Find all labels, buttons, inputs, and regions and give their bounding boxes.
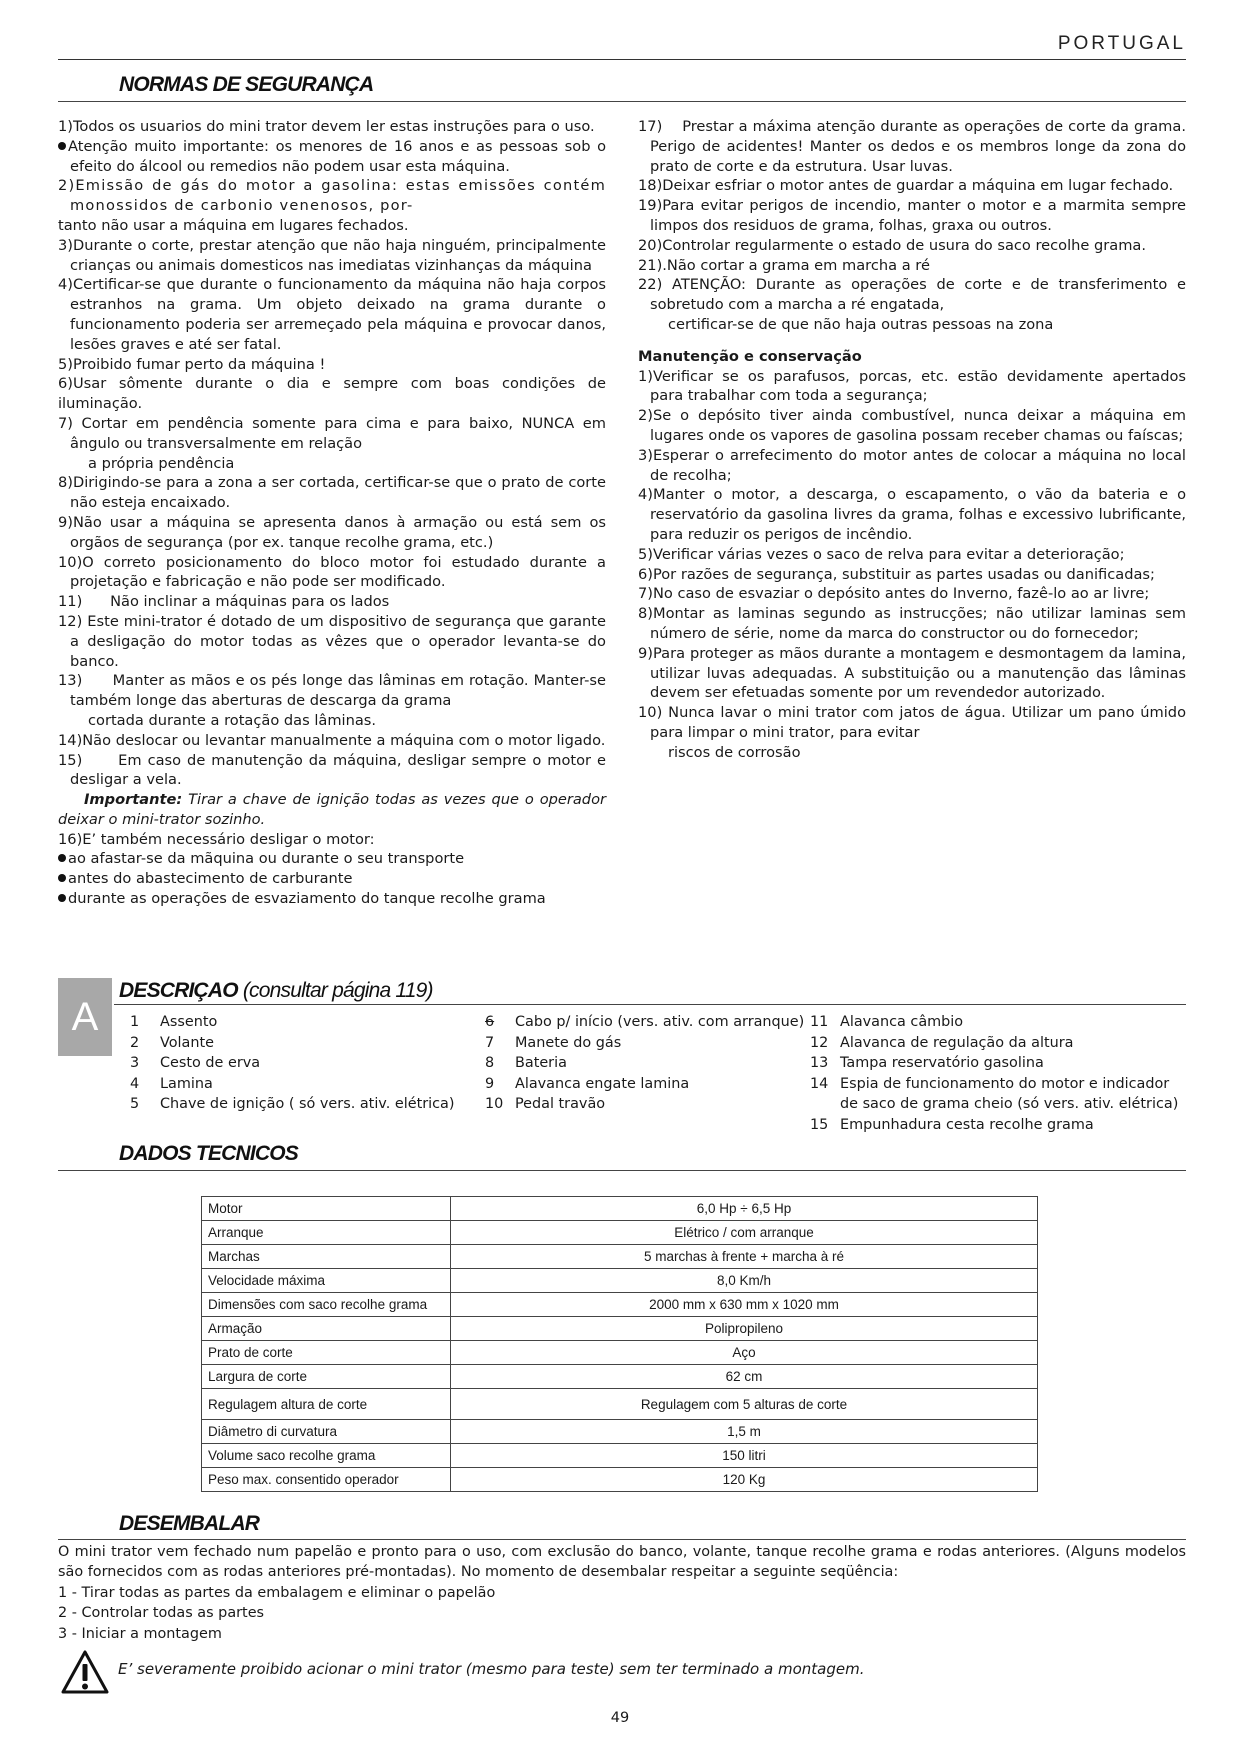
safety-item-13: 13) Manter as mãos e os pés longe das lâminas em rotação. Manter-se também longe das aberturas de descarga da grama [58, 672, 611, 710]
page-number: 49 [610, 1710, 630, 1726]
list-item: 3 Cesto de erva [130, 1055, 261, 1072]
safety-item-attention: Atenção muito importante: os menores de 16 anos e as pessoas sob o efeito do álcool ou remedios não podem usar esta máquina. [58, 137, 606, 177]
safety-item-14: 14)Não deslocar ou levantar manualmente a máquina com o motor ligado. [58, 731, 606, 749]
description-divider [114, 1004, 1186, 1005]
maintenance-item-4: 4)Manter o motor, a descarga, o escapamento, o vão da bateria e o reservatório da gasolina livres da grama, folhas e excessivo lubrificante, para reduzir os perigos de incêndio. [638, 486, 1186, 543]
safety-item-19: 19)Para evitar perigos de incendio, manter o motor e a marmita sempre limpos dos residuos de grama, folhas, graxa ou outros. [638, 197, 1186, 234]
maintenance-item-10: 10) Nunca lavar o mini trator com jatos de água. Utilizar um pano úmido para limpar o mini trator, para evitar [638, 704, 1186, 741]
safety-item-8: 8)Dirigindo-se para a zona a ser cortada, certificar-se que o prato de corte não esteja encaixado. [58, 474, 606, 512]
bullet-icon [58, 894, 66, 902]
bullet-icon [58, 874, 66, 882]
bullet-icon [58, 854, 66, 862]
safety-item-9: 9)Não usar a máquina se apresenta danos à armação ou está sem os orgãos de segurança (por ex. tanque recolhe grama, etc.) [58, 513, 606, 551]
unpack-divider [58, 1539, 1186, 1540]
description-col-3 [810, 1012, 1190, 1136]
safety-divider [58, 101, 1186, 102]
list-item: 12 Alavanca de regulação da altura [810, 1034, 1074, 1051]
maintenance-title: Manutenção e conservação [638, 347, 862, 365]
tech-title: DADOS TECNICOS [119, 1142, 298, 1165]
maintenance-item-10-cont: riscos de corrosão [668, 743, 801, 761]
safety-item-10: 10)O correto posicionamento do bloco motor foi estudado durante a projetação e fabricação e não pode ser modificado. [58, 553, 606, 591]
maintenance-item-5: 5)Verificar várias vezes o saco de relva para evitar a deterioração; [638, 545, 1125, 563]
safety-item-16: 16)E’ também necessário desligar o motor: [58, 830, 375, 848]
maintenance-item-8: 8)Montar as laminas segundo as instrucções; não utilizar laminas sem número de série, nome da marca do constructor ou do fornecedor; [638, 605, 1186, 642]
list-item: 10 Pedal travão [485, 1096, 606, 1113]
safety-item-3: 3)Durante o corte, prestar atenção que não haja ninguém, principalmente crianças ou animais domesticos nas imediatas vizinhanças da máquina [58, 236, 606, 274]
table-row: Diâmetro di curvatura 1,5 m [202, 1420, 1038, 1444]
safety-item-16-a: ao afastar-se da mãquina ou durante o seu transporte [58, 849, 606, 869]
description-col-2 [485, 1012, 805, 1115]
description-title: DESCRIÇAO (consultar página 119) [119, 979, 433, 1002]
unpack-warning: E’ severamente proibido acionar o mini trator (mesmo para teste) sem ter terminado a montagem. [118, 1660, 865, 1678]
safety-item-22-cont: certificar-se de que não haja outras pessoas na zona [668, 315, 1054, 333]
safety-item-21: 21).Não cortar a grama em marcha a ré [638, 256, 930, 274]
table-row: Armação Polipropileno [202, 1317, 1038, 1341]
safety-item-16-c: durante as operações de esvaziamento do tanque recolhe grama [58, 889, 606, 909]
maintenance-item-3: 3)Esperar o arrefecimento do motor antes de colocar a máquina no local de recolha; [638, 446, 1186, 484]
table-row: Velocidade máxima 8,0 Km/h [202, 1269, 1038, 1293]
table-row: Arranque Elétrico / com arranque [202, 1221, 1038, 1245]
tech-divider [58, 1170, 1186, 1171]
safety-item-20: 20)Controlar regularmente o estado de usura do saco recolhe grama. [638, 236, 1147, 254]
description-col-1 [130, 1012, 470, 1115]
safety-item-6: 6)Usar sômente durante o dia e sempre com boas condições de iluminação. [58, 375, 606, 413]
safety-item-12: 12) Este mini-trator é dotado de um dispositivo de segurança que garante a desligação do motor todas as vêzes que o operador levanta-se do banco. [58, 612, 606, 670]
maintenance-item-1: 1)Verificar se os parafusos, porcas, etc. estão devidamente apertados para trabalhar com toda a segurança; [638, 367, 1186, 405]
list-item: 1 - Tirar todas as partes da embalagem e eliminar o papelão [58, 1585, 496, 1601]
list-item: 11 Alavanca câmbio [810, 1014, 964, 1030]
list-item: 8 Bateria [485, 1055, 567, 1072]
maintenance-item-6: 6)Por razões de segurança, substituir as partes usadas ou danificadas; [638, 565, 1155, 583]
safety-item-5: 5)Proibido fumar perto da máquina ! [58, 355, 326, 373]
list-item: 13 Tampa reservatório gasolina [810, 1055, 1044, 1072]
table-row: Marchas 5 marchas à frente + marcha à ré [202, 1245, 1038, 1269]
maintenance-item-7: 7)No caso de esvaziar o depósito antes do Inverno, fazê-lo ao ar livre; [638, 585, 1150, 603]
bullet-icon [58, 142, 66, 150]
maintenance-item-2: 2)Se o depósito tiver ainda combustível, nunca deixar a máquina em lugares onde os vapores de gasolina possam receber chamas ou faíscas; [638, 407, 1186, 444]
unpack-title: DESEMBALAR [119, 1512, 260, 1535]
list-item: 14 Espia de funcionamento do motor e indicador [810, 1075, 1170, 1092]
unpack-intro: O mini trator vem fechado num papelão e pronto para o uso, com exclusão do banco, volante, tanque recolhe grama e rodas anteriores. (Alguns modelos são fornecidos com as rodas anteriores pré-montadas). No momento de desembalar respeitar a seguinte seqüência: [58, 1544, 1186, 1581]
safety-item-13-cont: cortada durante a rotação das lâminas. [88, 711, 377, 729]
safety-item-16-b: antes do abastecimento de carburante [58, 869, 606, 889]
list-item: 4 Lamina [130, 1075, 213, 1092]
table-row: Regulagem altura de corte Regulagem com 5 alturas de corte [202, 1389, 1038, 1420]
safety-item-1: 1)Todos os usuarios do mini trator devem ler estas instruções para o uso. [58, 118, 595, 135]
list-item: 2 Volante [130, 1034, 214, 1051]
safety-item-2: 2)Emissão de gás do motor a gasolina: estas emissões contém monossidos de carbonio venenosos, por- [58, 177, 606, 215]
safety-item-7: 7) Cortar em pendência somente para cima e para baixo, NUNCA em ângulo ou transversalmente em relação [58, 414, 606, 452]
list-item: de saco de grama cheio (só vers. ativ. elétrica) [840, 1096, 1179, 1113]
list-item: 9 Alavanca engate lamina [485, 1075, 690, 1092]
list-item: 15 Empunhadura cesta recolhe grama [810, 1116, 1094, 1133]
tech-table [201, 1196, 1038, 1492]
table-row: Peso max. consentido operador 120 Kg [202, 1468, 1038, 1492]
list-item: 7 Manete do gás [485, 1034, 622, 1051]
maintenance-item-9: 9)Para proteger as mãos durante a montagem e desmontagem da lamina, utilizar luvas adequadas. A substituição ou a manutenção das lâminas devem ser efetuadas somente por um revendedor autorizado. [638, 644, 1186, 702]
table-row: Largura de corte 62 cm [202, 1365, 1038, 1389]
safety-item-17: 17) Prestar a máxima atenção durante as operações de corte da grama. Perigo de acidentes! Manter os dedos e os membros longe da zona do prato de corte e da estrutura. Usar luvas. [638, 118, 1191, 175]
table-row: Dimensões com saco recolhe grama 2000 mm x 630 mm x 1020 mm [202, 1293, 1038, 1317]
list-item: 1 Assento [130, 1014, 218, 1030]
table-row: Motor 6,0 Hp ÷ 6,5 Hp [202, 1197, 1038, 1221]
safety-item-18: 18)Deixar esfriar o motor antes de guardar a máquina em lugar fechado. [638, 177, 1174, 195]
safety-important-note: Importante: Tirar a chave de ignição todas as vezes que o operador deixar o mini-trator sozinho. [58, 791, 606, 828]
safety-title: NORMAS DE SEGURANÇA [119, 73, 374, 96]
safety-item-11: 11) Não inclinar a máquinas para os lados [58, 593, 390, 611]
table-row: Volume saco recolhe grama 150 litri [202, 1444, 1038, 1468]
safety-item-15: 15) Em caso de manutenção da máquina, desligar sempre o motor e desligar a vela. [58, 751, 611, 789]
safety-right-column [638, 117, 1191, 763]
safety-item-4: 4)Certificar-se que durante o funcionamento da máquina não haja corpos estranhos na grama. Um objeto deixado na grama durante o funcionamento poderia ser arremeçado pela máquina e provocar danos, lesões graves e até ser fatal. [58, 276, 606, 353]
list-item: 5 Chave de ignição ( só vers. ativ. elétrica) [130, 1096, 455, 1113]
warning-triangle-icon [60, 1649, 110, 1695]
safety-left-column [58, 117, 611, 909]
list-item: 3 - Iniciar a montagem [58, 1625, 222, 1642]
safety-item-22: 22) ATENÇÃO: Durante as operações de corte e de transferimento e sobretudo com a marcha a ré engatada, [638, 276, 1186, 314]
table-row: Prato de corte Aço [202, 1341, 1038, 1365]
list-item: 6 Cabo p/ início (vers. ativ. com arranque) [485, 1014, 805, 1030]
list-item: 2 - Controlar todas as partes [58, 1605, 265, 1622]
safety-item-2-cont: tanto não usar a máquina em lugares fechados. [58, 216, 409, 234]
header-divider [58, 59, 1186, 60]
unpack-steps [58, 1583, 1186, 1644]
safety-item-7-cont: a própria pendência [88, 454, 235, 472]
country-label: PORTUGAL [1057, 33, 1186, 54]
section-badge: A [58, 978, 112, 1056]
